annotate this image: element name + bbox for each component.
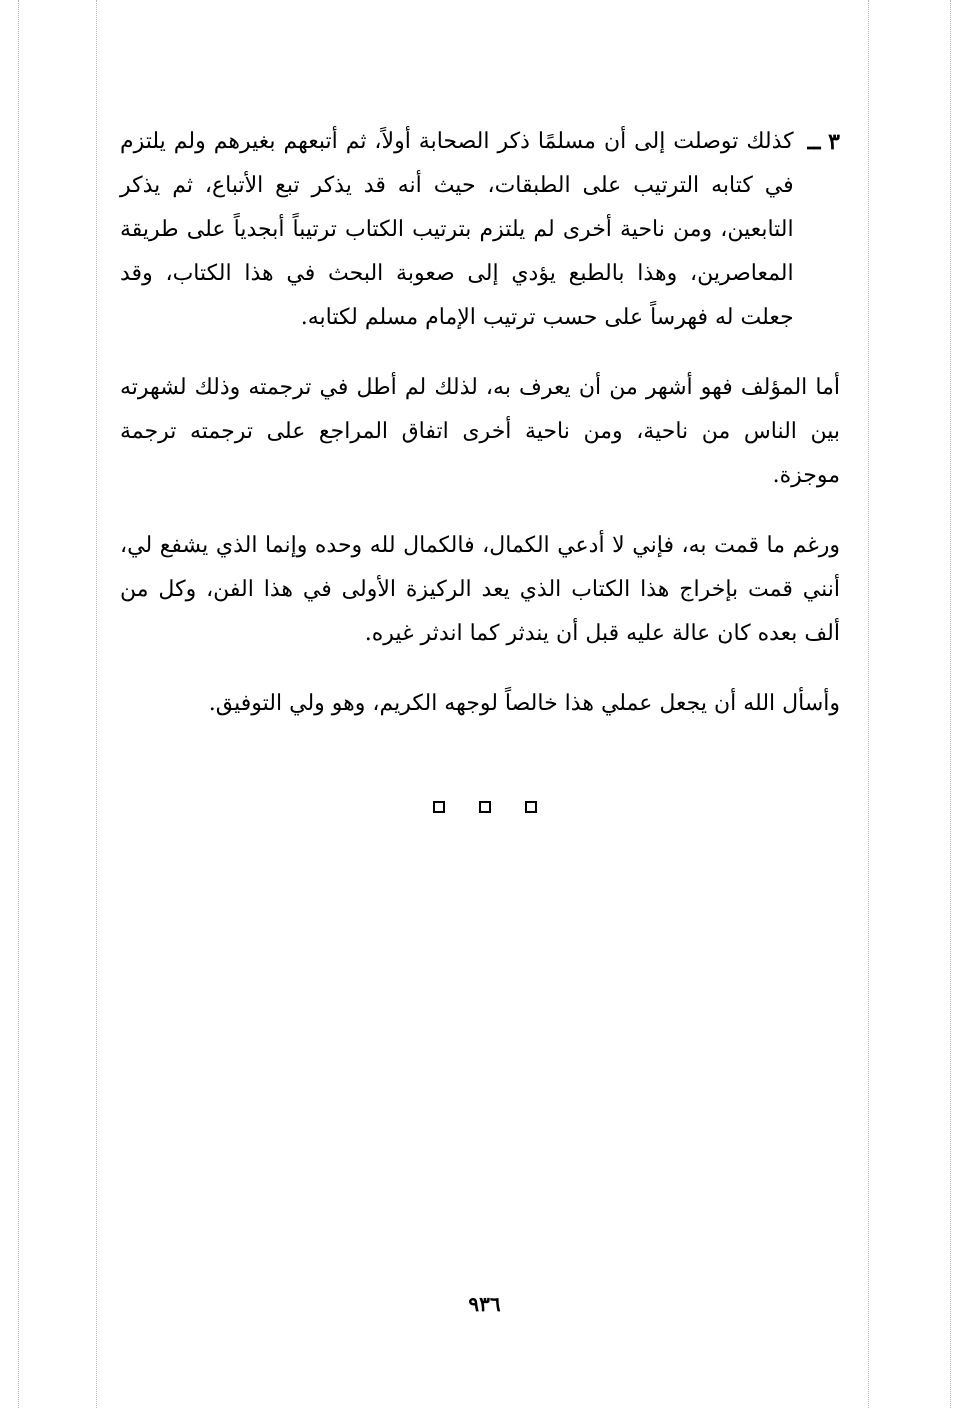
paragraph-closing: وأسأل الله أن يجعل عملي هذا خالصاً لوجهه الكريم، وهو ولي التوفيق. xyxy=(208,691,840,716)
square-outline-icon xyxy=(525,801,537,813)
margin-guide-line xyxy=(96,0,97,1408)
section-separator xyxy=(0,801,969,813)
margin-guide-line xyxy=(950,0,951,1408)
page-number: ٩٣٦ xyxy=(468,1292,501,1316)
paragraph-disclaimer: ورغم ما قمت به، فإني لا أدعي الكمال، فالكمال لله وحده وإنما الذي يشفع لي، أنني قمت بإخراج هذا الكتاب الذي يعد الركيزة الأولى في هذا الفن، وكل من ألف بعده كان عالة عليه قبل أن يندثر كما اندثر غيره. xyxy=(120,533,840,646)
item-text: كذلك توصلت إلى أن مسلمًا ذكر الصحابة أولاً، ثم أتبعهم بغيرهم ولم يلتزم في كتابه الترتيب على الطبقات، حيث أنه قد يذكر تبع الأتباع، ثم يذكر التابعين، ومن ناحية أخرى لم يلتزم بترتيب الكتاب ترتيباً أبجدياً على طريقة المعاصرين، وهذا بالطبع يؤدي إلى صعوبة البحث في هذا الكتاب، وقد جعلت له فهرساً على حسب ترتيب الإمام مسلم لكتابه. xyxy=(120,129,794,330)
page-body xyxy=(120,120,840,752)
paragraph-author: أما المؤلف فهو أشهر من أن يعرف به، لذلك لم أطل في ترجمته وذلك لشهرته بين الناس من ناحية، ومن ناحية أخرى اتفاق المراجع على ترجمته ترجمة موجزة. xyxy=(120,375,840,488)
margin-guide-line xyxy=(868,0,869,1408)
margin-guide-line xyxy=(18,0,19,1408)
square-outline-icon xyxy=(479,801,491,813)
numbered-item xyxy=(120,120,840,340)
item-number: ٣ ــ xyxy=(807,129,840,155)
square-outline-icon xyxy=(433,801,445,813)
